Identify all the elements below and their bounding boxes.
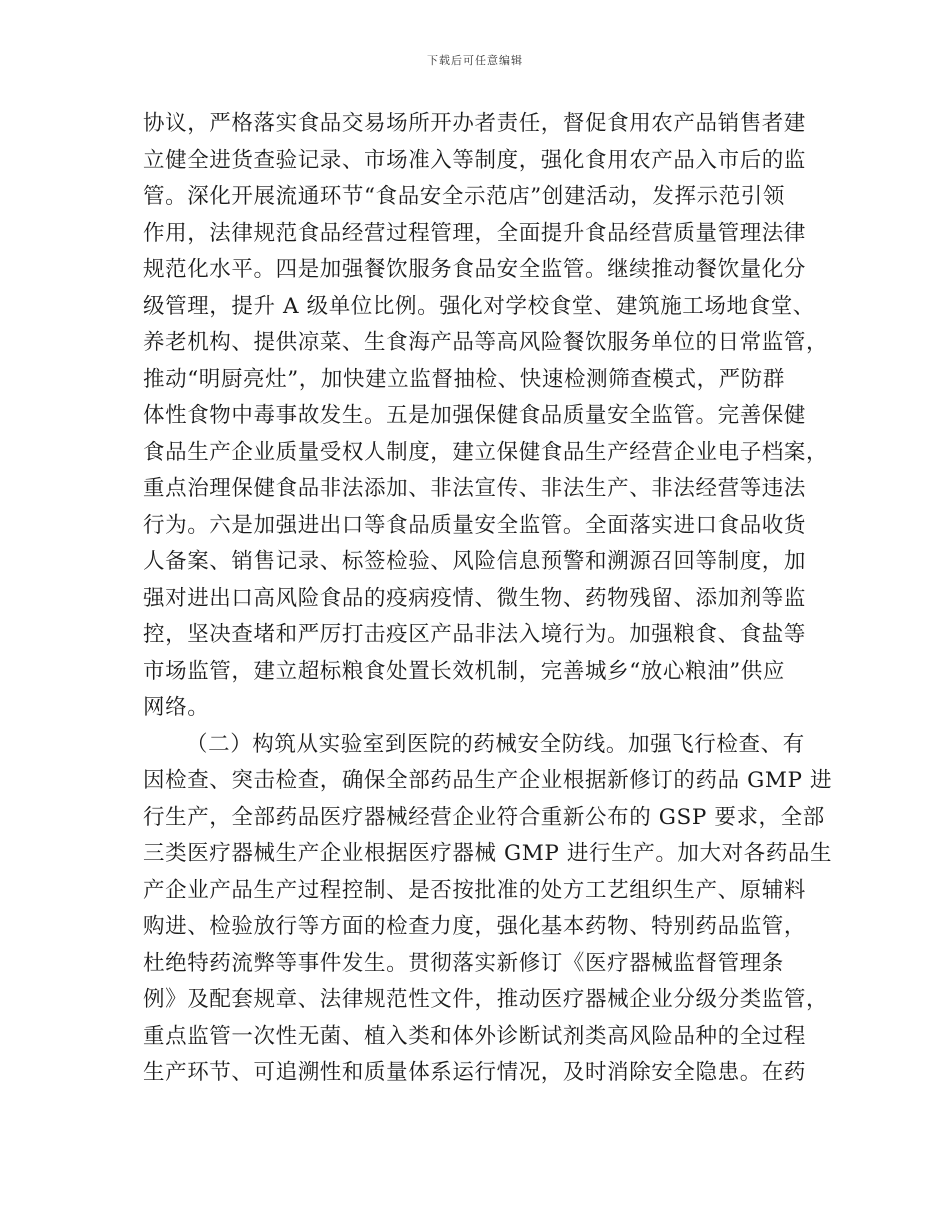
text-line: 协议，严格落实食品交易场所开办者责任，督促食用农产品销售者建 (143, 111, 807, 136)
page-header: 下载后可任意编辑 (427, 54, 523, 67)
text-line: 杜绝特药流弊等事件发生。贯彻落实新修订《医疗器械监督管理条 (143, 950, 784, 976)
text-line: 行为。六是加强进出口等食品质量安全监管。全面落实进口食品收货 (143, 512, 807, 538)
text-line: 购进、检验放行等方面的检查力度，强化基本药物、特别药品监管， (143, 914, 807, 939)
text-line: 养老机构、提供凉菜、生食海产品等高风险餐饮服务单位的日常监管， (143, 330, 829, 355)
text-line: 市场监管，建立超标粮食处置长效机制，完善城乡“放心粮油”供应 (143, 658, 785, 684)
text-line: 重点监管一次性无菌、植入类和体外诊断试剂类高风险品种的全过程 (143, 1023, 807, 1049)
text-line: 推动“明厨亮灶”，加快建立监督抽检、快速检测筛查模式，严防群 (143, 366, 785, 392)
text-line: 级管理，提升 A 级单位比例。强化对学校食堂、建筑施工场地食堂、 (143, 293, 815, 319)
text-line: 重点治理保健食品非法添加、非法宣传、非法生产、非法经营等违法 (143, 476, 807, 501)
text-line: 例》及配套规章、法律规范性文件，推动医疗器械企业分级分类监管， (143, 987, 829, 1012)
text-line: 三类医疗器械生产企业根据医疗器械 GMP 进行生产。加大对各药品生 (143, 841, 833, 866)
text-line: 作用，法律规范食品经营过程管理，全面提升食品经营质量管理法律 (143, 220, 807, 246)
paragraph-drug-device-safety (143, 727, 833, 1092)
text-line: 立健全进货查验记录、市场准入等制度，强化食用农产品入市后的监 (143, 147, 807, 173)
document-body (143, 106, 833, 1092)
text-line: 体性食物中毒事故发生。五是加强保健食品质量安全监管。完善保健 (143, 403, 807, 428)
text-line: 生产环节、可追溯性和质量体系运行情况，及时消除安全隐患。在药 (143, 1060, 807, 1085)
paragraph-food-safety (143, 106, 829, 727)
text-line: 人备案、销售记录、标签检验、风险信息预警和溯源召回等制度，加 (143, 549, 807, 574)
text-line: 因检查、突击检查，确保全部药品生产企业根据新修订的药品 GMP 进 (143, 768, 833, 793)
text-line: 控，坚决查堵和严厉打击疫区产品非法入境行为。加强粮食、食盐等 (143, 622, 807, 647)
text-line: 规范化水平。四是加强餐饮服务食品安全监管。继续推动餐饮量化分 (143, 257, 807, 282)
text-line: 产企业产品生产过程控制、是否按批准的处方工艺组织生产、原辅料 (143, 877, 807, 903)
text-line: 强对进出口高风险食品的疫病疫情、微生物、药物残留、添加剂等监 (143, 585, 807, 611)
text-line: 食品生产企业质量受权人制度，建立保健食品生产经营企业电子档案， (143, 439, 829, 465)
text-line: （二）构筑从实验室到医院的药械安全防线。加强飞行检查、有 (186, 731, 805, 757)
text-line: 行生产，全部药品医疗器械经营企业符合重新公布的 GSP 要求，全部 (143, 804, 825, 830)
text-line: 管。深化开展流通环节“食品安全示范店”创建活动，发挥示范引领 (143, 184, 785, 209)
text-line: 网络。 (143, 695, 210, 720)
